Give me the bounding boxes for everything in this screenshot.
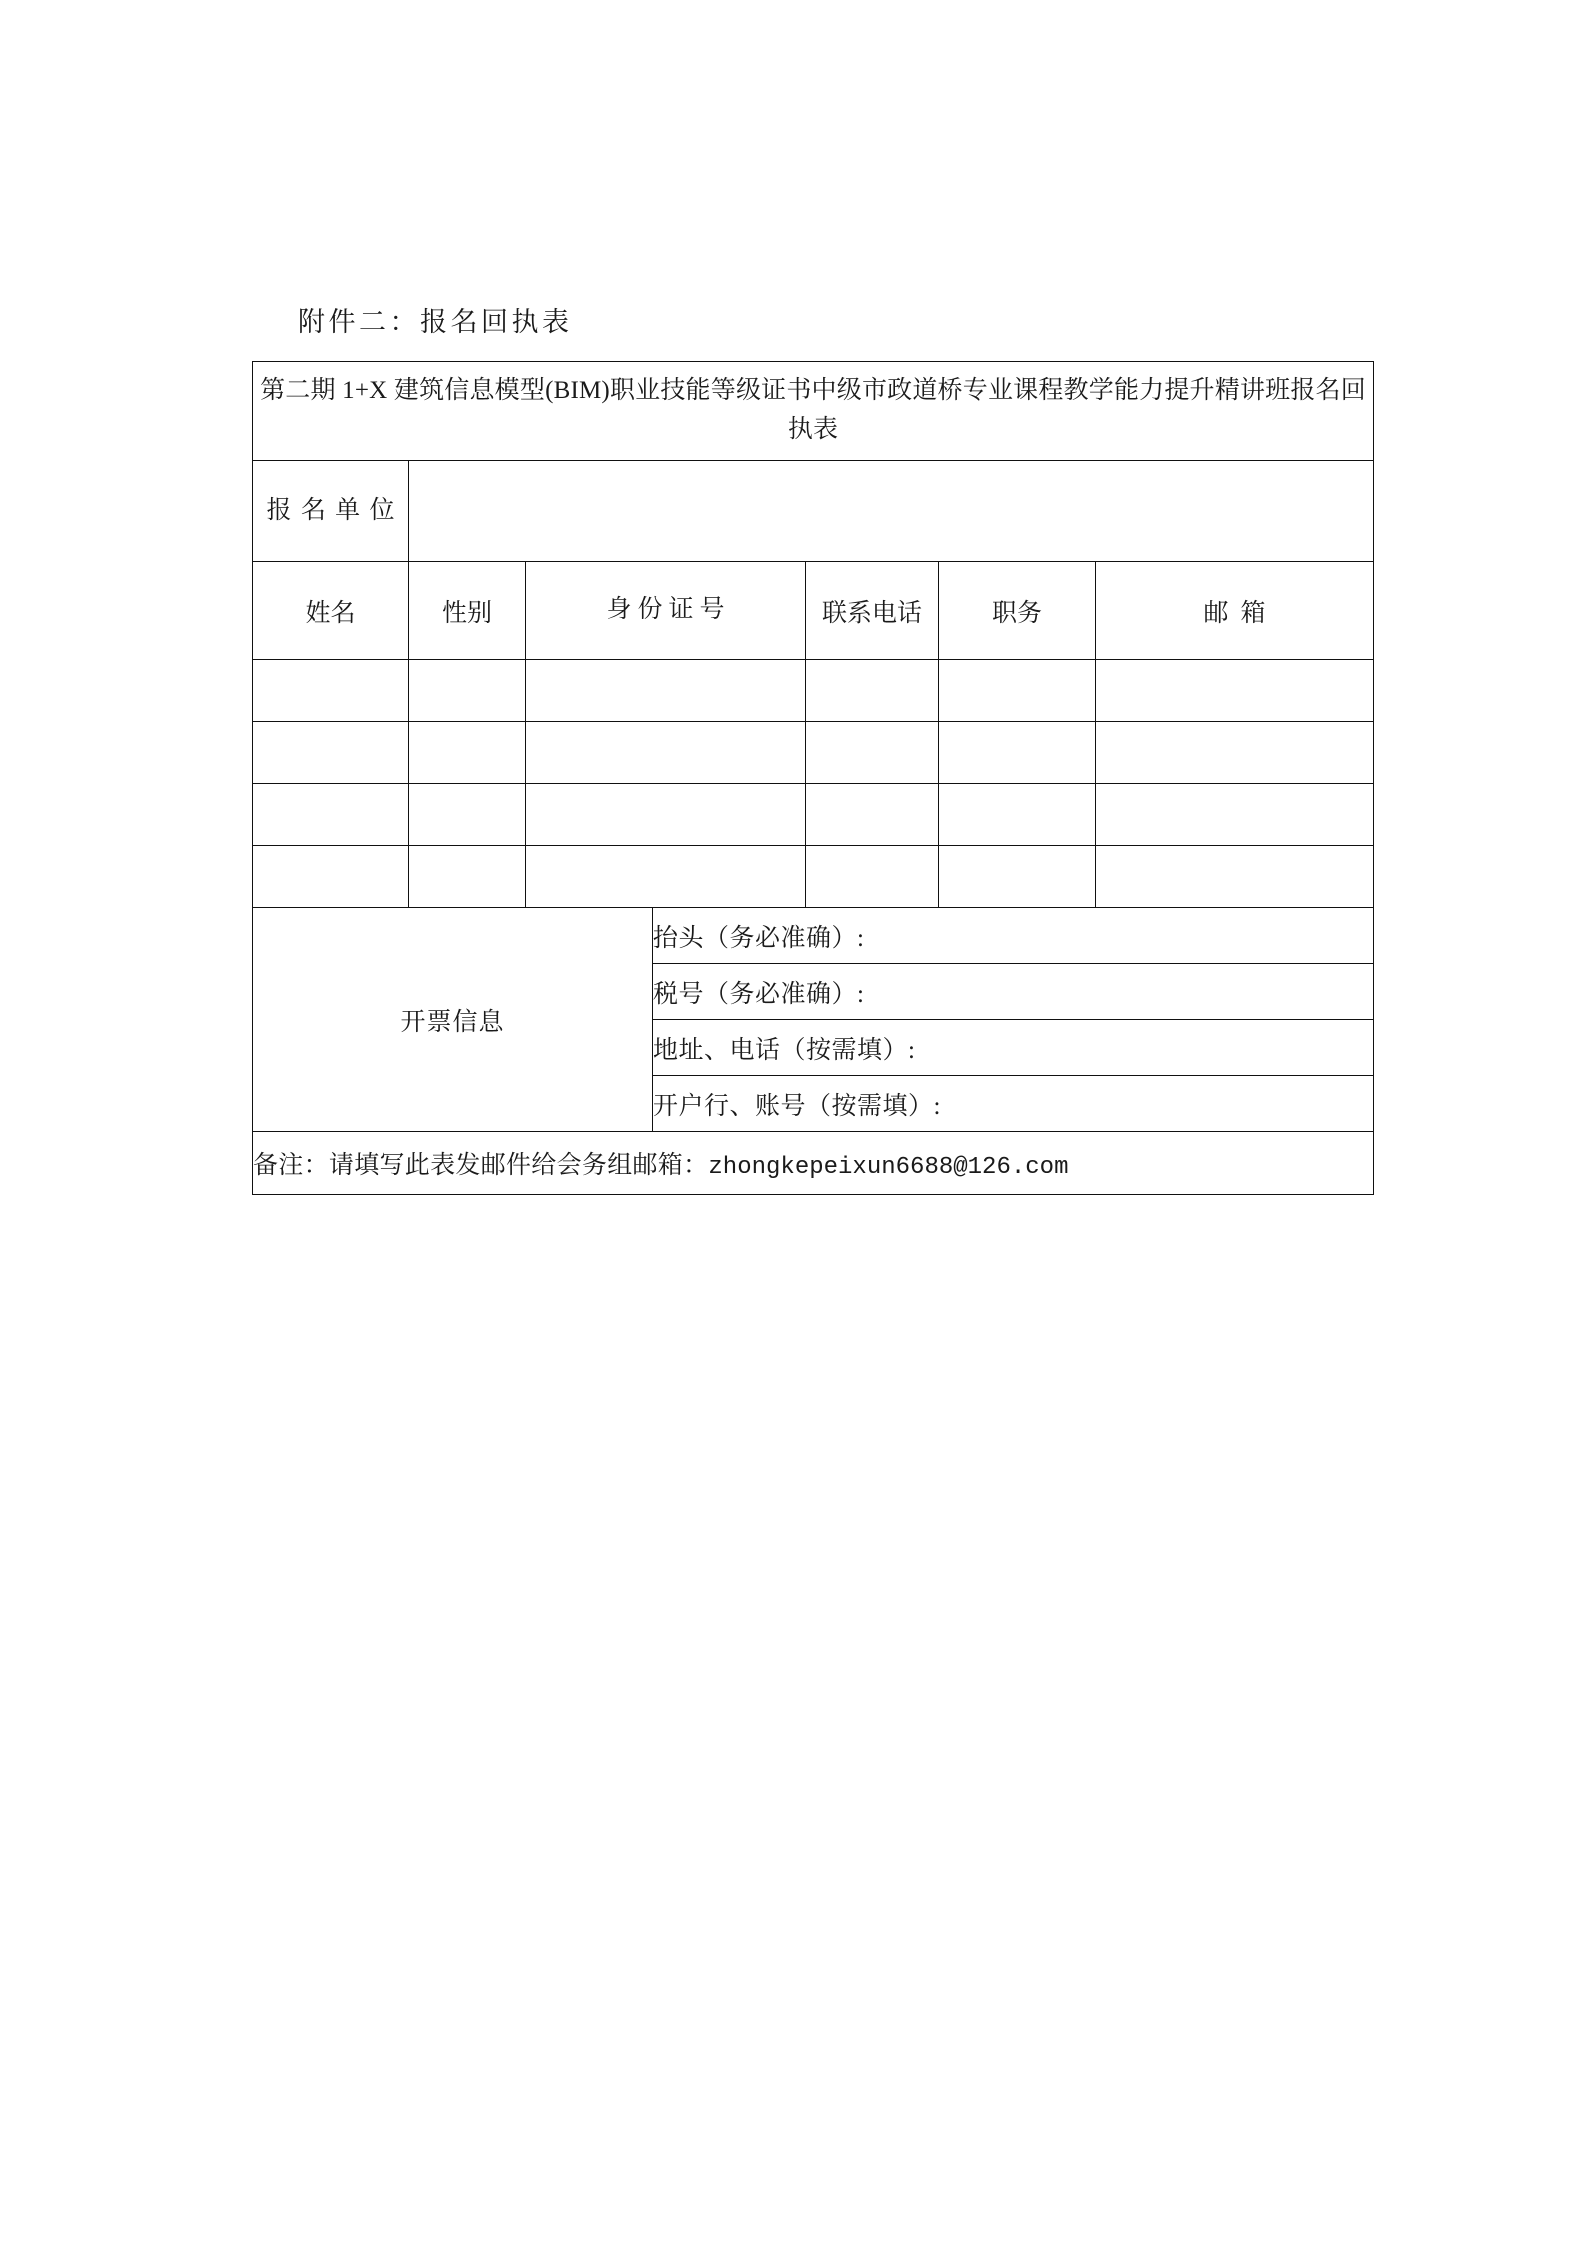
footnote-row <box>253 1132 1374 1195</box>
header-cell-position <box>939 562 1096 660</box>
invoice-field-address-phone[interactable]: 地址、电话（按需填）: <box>653 1020 1374 1076</box>
cell-phone[interactable] <box>806 846 939 908</box>
header-cell-gender <box>409 562 526 660</box>
cell-gender[interactable] <box>409 722 526 784</box>
footnote-text: 备注：请填写此表发邮件给会务组邮箱： <box>253 1152 709 1179</box>
attachment-heading: 附件二：报名回执表 <box>298 307 573 337</box>
header-label-id-number: 身份证号 <box>606 596 725 624</box>
header-label-position: 职务 <box>991 599 1042 627</box>
table-header-row <box>253 562 1374 660</box>
table-row <box>253 722 1374 784</box>
invoice-label: 开票信息 <box>253 908 653 1132</box>
cell-email[interactable] <box>1096 722 1374 784</box>
registration-receipt-table <box>252 361 1374 1195</box>
table-row <box>253 784 1374 846</box>
org-value-cell[interactable] <box>409 461 1374 562</box>
org-row <box>253 461 1374 562</box>
cell-phone[interactable] <box>806 660 939 722</box>
table-row <box>253 660 1374 722</box>
cell-name[interactable] <box>253 784 409 846</box>
cell-position[interactable] <box>939 846 1096 908</box>
cell-gender[interactable] <box>409 846 526 908</box>
contact-email[interactable]: zhongkepeixun6688@126.com <box>708 1154 1069 1181</box>
org-label: 报名单位 <box>266 497 395 525</box>
header-label-phone: 联系电话 <box>821 599 922 627</box>
cell-gender[interactable] <box>409 660 526 722</box>
header-cell-id-number <box>526 562 806 660</box>
cell-id-number[interactable] <box>526 660 806 722</box>
table-title: 第二期 1+X 建筑信息模型(BIM)职业技能等级证书中级市政道桥专业课程教学能力提升精讲班报名回执表 <box>253 362 1374 461</box>
cell-id-number[interactable] <box>526 722 806 784</box>
invoice-field-bank-account[interactable]: 开户行、账号（按需填）: <box>653 1076 1374 1132</box>
header-label-gender: 性别 <box>441 599 492 627</box>
invoice-field-title[interactable]: 抬头（务必准确）: <box>653 908 1374 964</box>
table-row <box>253 846 1374 908</box>
header-label-email: 邮箱 <box>1203 599 1278 627</box>
header-cell-name <box>253 562 409 660</box>
cell-name[interactable] <box>253 660 409 722</box>
cell-phone[interactable] <box>806 722 939 784</box>
cell-gender[interactable] <box>409 784 526 846</box>
invoice-field-tax-number[interactable]: 税号（务必准确）: <box>653 964 1374 1020</box>
cell-phone[interactable] <box>806 784 939 846</box>
cell-id-number[interactable] <box>526 784 806 846</box>
footnote-cell <box>253 1132 1374 1195</box>
org-label-cell <box>253 461 409 562</box>
cell-email[interactable] <box>1096 660 1374 722</box>
table-title-row <box>253 362 1374 461</box>
header-label-name: 姓名 <box>305 599 356 627</box>
cell-position[interactable] <box>939 784 1096 846</box>
header-cell-phone <box>806 562 939 660</box>
cell-id-number[interactable] <box>526 846 806 908</box>
header-cell-email <box>1096 562 1374 660</box>
cell-position[interactable] <box>939 722 1096 784</box>
cell-email[interactable] <box>1096 846 1374 908</box>
cell-position[interactable] <box>939 660 1096 722</box>
invoice-row-title <box>253 908 1374 964</box>
cell-name[interactable] <box>253 722 409 784</box>
cell-email[interactable] <box>1096 784 1374 846</box>
cell-name[interactable] <box>253 846 409 908</box>
